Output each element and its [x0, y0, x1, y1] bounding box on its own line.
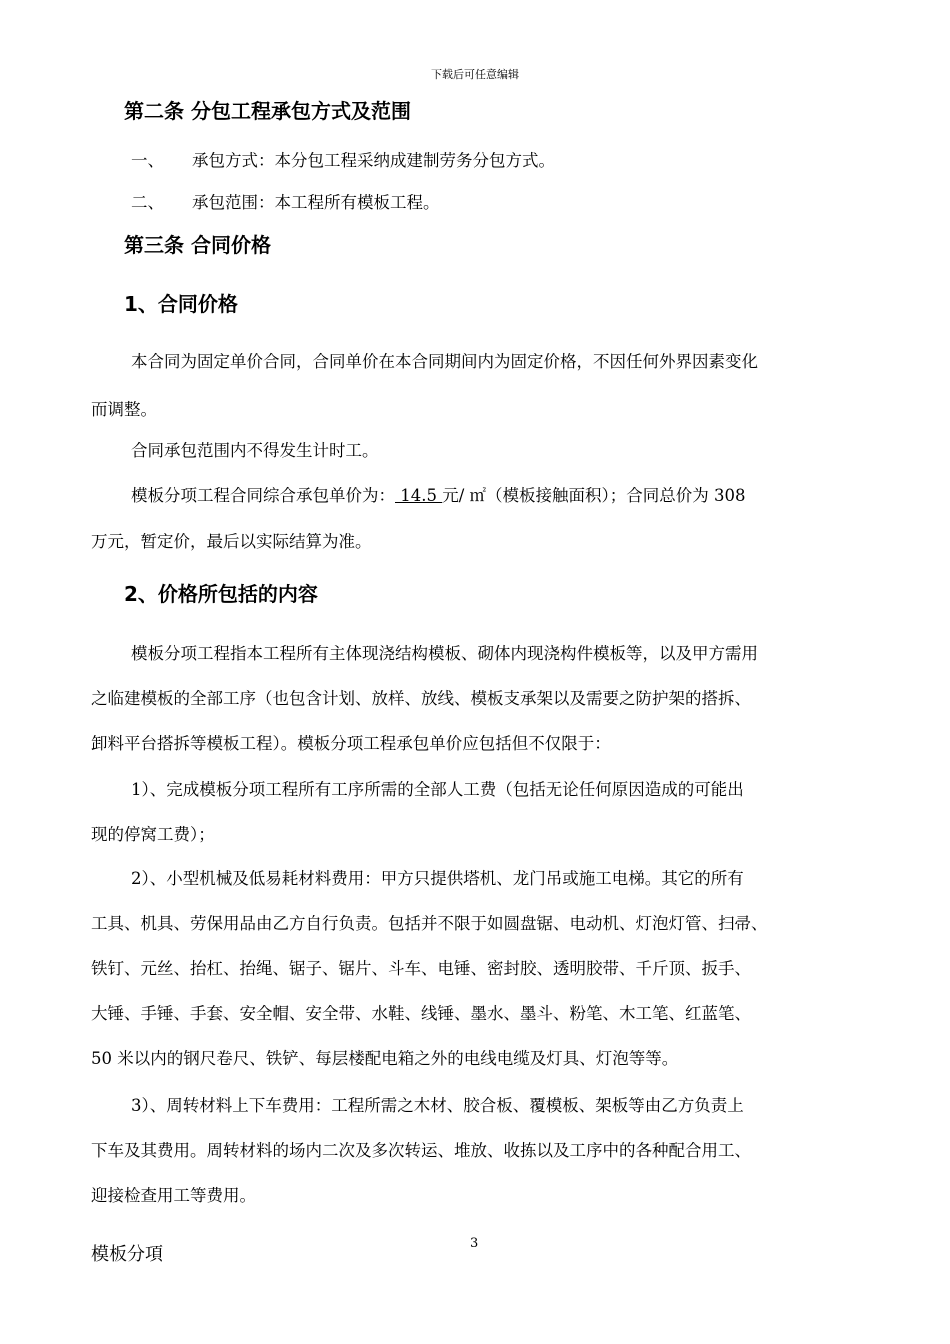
list-number-2: 二、 — [131, 193, 164, 212]
unit-price-value: 14.5 — [395, 486, 443, 505]
paragraph-line: 1）、完成模板分项工程所有工序所需的全部人工费（包括无论任何原因造成的可能出 — [131, 780, 744, 799]
paragraph-line: 之临建模板的全部工序（也包含计划、放样、放线、模板支承架以及需要之防护架的搭拆、 — [91, 689, 751, 708]
paragraph-line: 万元，暂定价，最后以实际结算为准。 — [91, 532, 372, 551]
paragraph-line: 工具、机具、劳保用品由乙方自行负责。包括并不限于如圆盘锯、电动机、灯泡灯管、扫帚、 — [91, 914, 768, 933]
paragraph-line: 大锤、手锤、手套、安全帽、安全带、水鞋、线锤、墨水、墨斗、粉笔、木工笔、红蓝笔、 — [91, 1004, 751, 1023]
paragraph-line: 50 米以内的钢尺卷尺、铁铲、每层楼配电箱之外的电线电缆及灯具、灯泡等等。 — [91, 1049, 679, 1068]
contract-scope-text: 承包范围：本工程所有模板工程。 — [192, 193, 440, 212]
list-number-1: 一、 — [131, 151, 164, 170]
footer-label: 模板分項 — [91, 1244, 163, 1265]
contract-method-text: 承包方式：本分包工程采纳成建制劳务分包方式。 — [192, 151, 555, 170]
unit-price-suffix: 元/ ㎡（模板接触面积）；合同总价为 308 — [442, 486, 746, 505]
paragraph-line: 迎接检查用工等费用。 — [91, 1186, 256, 1205]
paragraph-line: 而调整。 — [91, 400, 157, 419]
paragraph-line: 卸料平台搭拆等模板工程）。模板分项工程承包单价应包括但不仅限于： — [91, 734, 611, 753]
subsection-1-heading: 1、合同价格 — [124, 292, 238, 316]
subsection-2-heading: 2、价格所包括的内容 — [124, 582, 318, 606]
paragraph-line: 模板分项工程指本工程所有主体现浇结构模板、砌体内现浇构件模板等，以及甲方需用 — [131, 644, 758, 663]
paragraph-line: 2）、小型机械及低易耗材料费用：甲方只提供塔机、龙门吊或施工电梯。其它的所有 — [131, 869, 744, 888]
unit-price-prefix: 模板分项工程合同综合承包单价为： — [131, 486, 395, 505]
paragraph-line: 合同承包范围内不得发生计时工。 — [131, 441, 379, 460]
page-number: 3 — [470, 1236, 479, 1251]
page-header: 下载后可任意编辑 — [431, 68, 519, 81]
paragraph-line: 本合同为固定单价合同，合同单价在本合同期间内为固定价格，不因任何外界因素变化 — [131, 352, 758, 371]
paragraph-line: 3）、周转材料上下车费用：工程所需之木材、胶合板、覆模板、架板等由乙方负责上 — [131, 1096, 744, 1115]
section-2-heading: 第二条 分包工程承包方式及范围 — [124, 99, 411, 123]
paragraph-line: 铁钉、元丝、抬杠、抬绳、锯子、锯片、斗车、电锤、密封胶、透明胶带、千斤顶、扳手、 — [91, 959, 751, 978]
unit-price-line — [131, 482, 746, 506]
section-3-heading: 第三条 合同价格 — [124, 233, 271, 257]
paragraph-line: 现的停窝工费）； — [91, 825, 215, 844]
paragraph-line: 下车及其费用。周转材料的场内二次及多次转运、堆放、收拣以及工序中的各种配合用工、 — [91, 1141, 751, 1160]
